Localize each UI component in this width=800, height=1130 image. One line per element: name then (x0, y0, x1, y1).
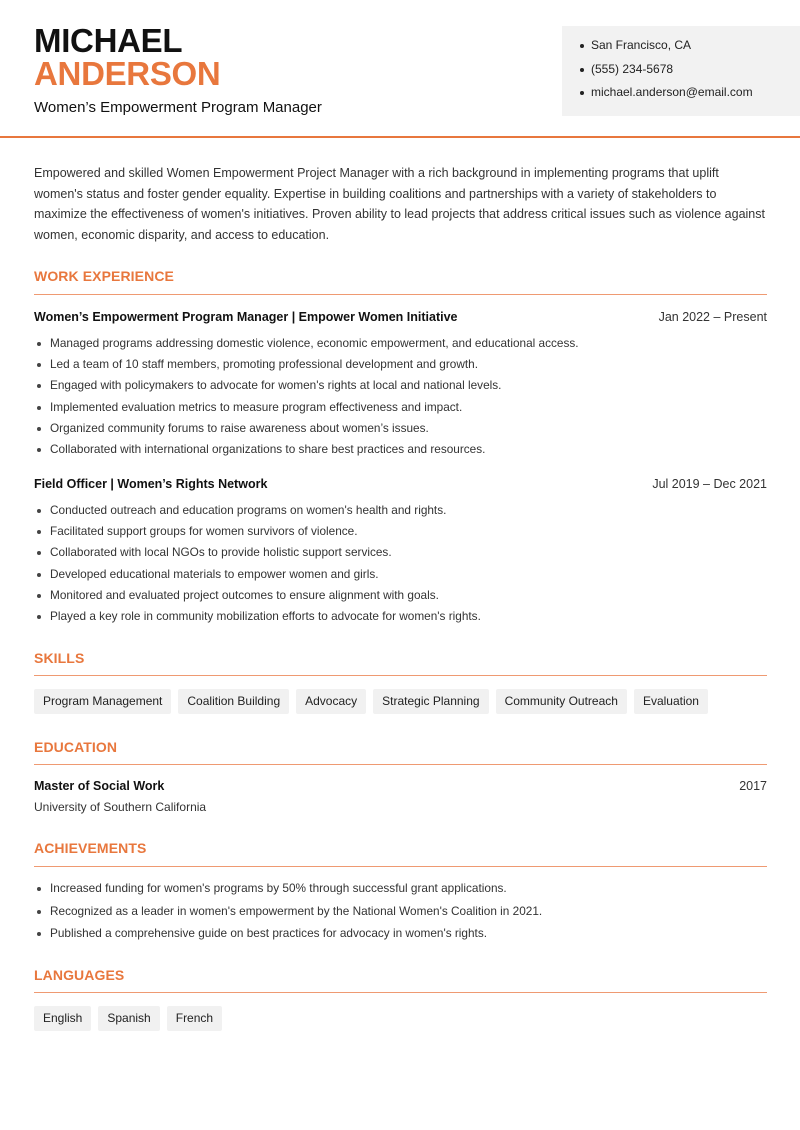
languages-heading: LANGUAGES (34, 967, 125, 983)
list-item: Recognized as a leader in women's empowerment by the National Women's Coalition in 2021. (34, 904, 767, 927)
candidate-name (34, 24, 220, 90)
last-name: ANDERSON (34, 55, 221, 92)
section-divider (34, 294, 767, 295)
list-item: Organized community forums to raise awareness about women’s issues. (34, 421, 767, 442)
list-item: Collaborated with local NGOs to provide holistic support services. (34, 545, 767, 566)
bullet-icon (37, 363, 41, 367)
languages-list (34, 1006, 222, 1031)
bullet-icon (37, 887, 41, 891)
list-item: Increased funding for women's programs by 50% through successful grant applications. (34, 881, 767, 904)
achievements-heading: ACHIEVEMENTS (34, 840, 147, 856)
list-item: Developed educational materials to empower women and girls. (34, 567, 767, 588)
list-item: Collaborated with international organizations to share best practices and resources. (34, 442, 767, 463)
language-chip: French (167, 1006, 222, 1031)
first-name: MICHAEL (34, 22, 183, 59)
section-divider (34, 764, 767, 765)
skills-heading: SKILLS (34, 650, 85, 666)
bullet-icon (37, 615, 41, 619)
bullet-icon (37, 509, 41, 513)
skill-chip: Program Management (34, 689, 171, 714)
bullet-icon (37, 551, 41, 555)
bullet-icon (37, 932, 41, 936)
bullet-icon (37, 384, 41, 388)
skill-chip: Community Outreach (496, 689, 627, 714)
contact-location: San Francisco, CA (580, 38, 800, 62)
job-header (34, 310, 767, 324)
list-item: Published a comprehensive guide on best practices for advocacy in women's rights. (34, 926, 767, 949)
list-item: Monitored and evaluated project outcomes to ensure alignment with goals. (34, 588, 767, 609)
resume-header (0, 0, 800, 138)
work-experience-heading: WORK EXPERIENCE (34, 268, 174, 284)
job-bullets (34, 503, 767, 630)
skill-chip: Coalition Building (178, 689, 289, 714)
degree: Master of Social Work (34, 779, 165, 793)
list-item: Facilitated support groups for women survivors of violence. (34, 524, 767, 545)
skill-chip: Evaluation (634, 689, 708, 714)
contact-email: michael.anderson@email.com (580, 85, 800, 109)
bullet-icon (37, 573, 41, 577)
contact-phone: (555) 234-5678 (580, 62, 800, 86)
bullet-icon (37, 342, 41, 346)
bullet-icon (580, 91, 584, 95)
job-title: Women’s Empowerment Program Manager | Empower Women Initiative (34, 310, 458, 324)
bullet-icon (37, 427, 41, 431)
job-title: Field Officer | Women’s Rights Network (34, 477, 268, 491)
education-heading: EDUCATION (34, 739, 118, 755)
list-item: Conducted outreach and education programs on women's health and rights. (34, 503, 767, 524)
job-bullets (34, 336, 767, 463)
section-divider (34, 675, 767, 676)
skill-chip: Advocacy (296, 689, 366, 714)
job-header (34, 477, 767, 491)
job-dates: Jul 2019 – Dec 2021 (652, 477, 767, 491)
bullet-icon (580, 44, 584, 48)
language-chip: Spanish (98, 1006, 159, 1031)
job-dates: Jan 2022 – Present (658, 310, 767, 324)
bullet-icon (37, 910, 41, 914)
list-item: Managed programs addressing domestic violence, economic empowerment, and educational access. (34, 336, 767, 357)
list-item: Led a team of 10 staff members, promoting professional development and growth. (34, 357, 767, 378)
bullet-icon (37, 594, 41, 598)
bullet-icon (37, 406, 41, 410)
achievements-list (34, 881, 767, 949)
job-title-subtitle: Women’s Empowerment Program Manager (34, 99, 322, 116)
bullet-icon (37, 530, 41, 534)
school-name: University of Southern California (34, 800, 207, 814)
section-divider (34, 866, 767, 867)
education-entry (34, 779, 767, 793)
bullet-icon (37, 448, 41, 452)
language-chip: English (34, 1006, 91, 1031)
summary-paragraph: Empowered and skilled Women Empowerment Project Manager with a rich background in implementing programs that uplift women's status and foster gender equality. Expertise in building coalitions and partnerships with a variety of stakeholders to maximize the effectiveness of women's initiatives. Proven ability to lead projects that address critical issues such as violence against women, economic disparity, and access to education. (34, 166, 765, 242)
section-divider (34, 992, 767, 993)
graduation-year: 2017 (739, 779, 767, 793)
skill-chip: Strategic Planning (373, 689, 488, 714)
bullet-icon (580, 68, 584, 72)
contact-box (562, 26, 800, 116)
list-item: Played a key role in community mobilization efforts to advocate for women's rights. (34, 609, 767, 630)
list-item: Engaged with policymakers to advocate for women's rights at local and national levels. (34, 378, 767, 399)
list-item: Implemented evaluation metrics to measure program effectiveness and impact. (34, 400, 767, 421)
skills-list (34, 689, 708, 714)
